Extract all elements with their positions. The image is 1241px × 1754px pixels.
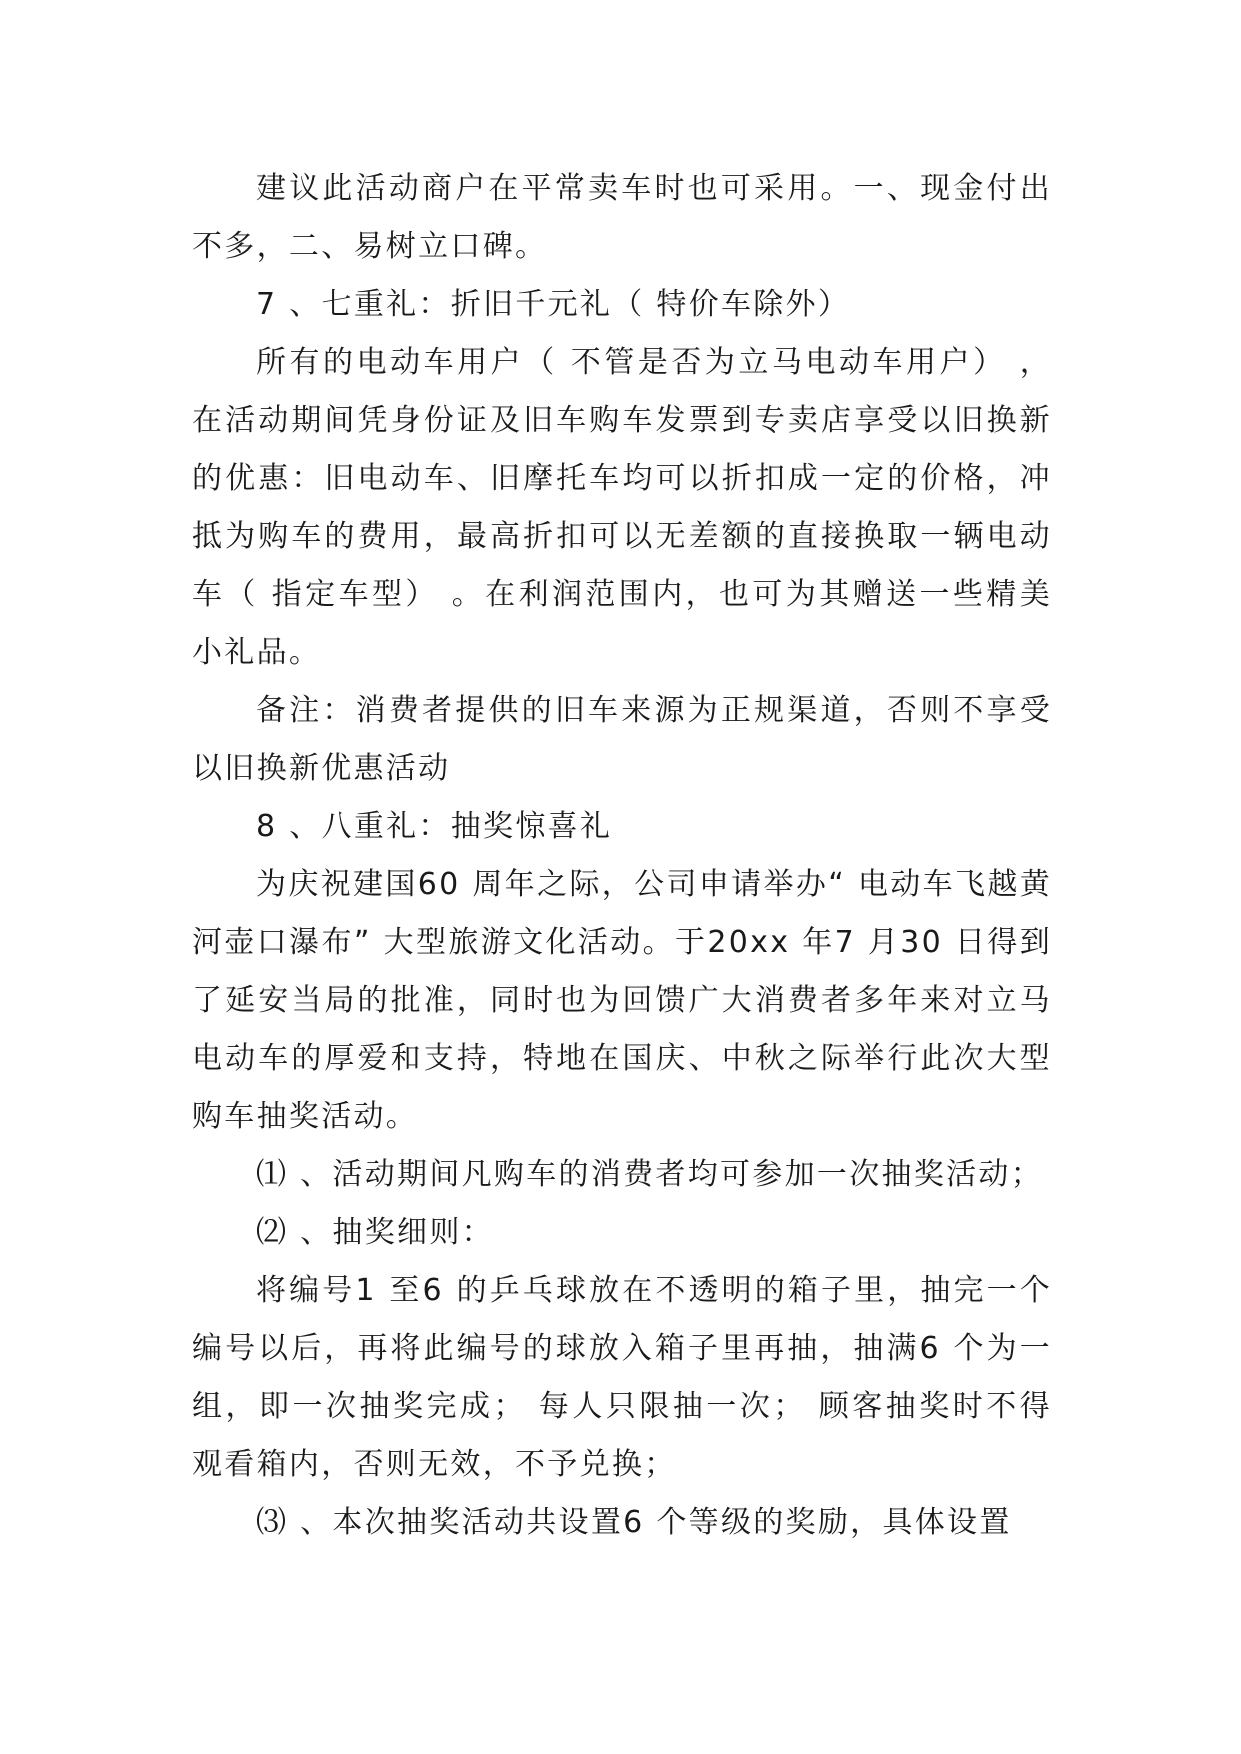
paragraph-trade-in: 所有的电动车用户（ 不管是否为立马电动车用户） ，在活动期间凭身份证及旧车购车发票到专卖店享受以旧换新的优惠：旧电动车、旧摩托车均可以折扣成一定的价格，冲抵为购车的费用，最高折扣可以无差额的直接换取一辆电动车（ 指定车型） 。在利润范围内，也可为其赠送一些精美小礼品。 <box>192 345 1052 670</box>
document-body <box>192 160 1052 1552</box>
heading-eighth-gift: 8 、八重礼：抽奖惊喜礼 <box>256 809 613 844</box>
list-item-1: ⑴ 、活动期间凡购车的消费者均可参加一次抽奖活动； <box>256 1157 1044 1192</box>
list-item-3: ⑶ 、本次抽奖活动共设置6 个等级的奖励，具体设置 <box>256 1505 1012 1540</box>
paragraph-recommendation: 建议此活动商户在平常卖车时也可采用。一、现金付出不多，二、易树立口碑。 <box>192 171 1052 264</box>
heading-seventh-gift: 7 、七重礼：折旧千元礼（ 特价车除外） <box>256 287 851 322</box>
list-item-2: ⑵ 、抽奖细则： <box>256 1215 494 1250</box>
paragraph-lottery-rules: 将编号1 至6 的乒乓球放在不透明的箱子里，抽完一个编号以后，再将此编号的球放入箱子里再抽，抽满6 个为一组，即一次抽奖完成； 每人只限抽一次； 顾客抽奖时不得观看箱内，否则无效，不予兑换； <box>192 1273 1052 1482</box>
paragraph-lottery-intro: 为庆祝建国60 周年之际，公司申请举办“ 电动车飞越黄河壶口瀑布” 大型旅游文化活动。于20xx 年7 月30 日得到了延安当局的批准，同时也为回馈广大消费者多年来对立马电动车的厚爱和支持，特地在国庆、中秋之际举行此次大型购车抽奖活动。 <box>192 867 1052 1134</box>
paragraph-note: 备注：消费者提供的旧车来源为正规渠道，否则不享受以旧换新优惠活动 <box>192 693 1052 786</box>
